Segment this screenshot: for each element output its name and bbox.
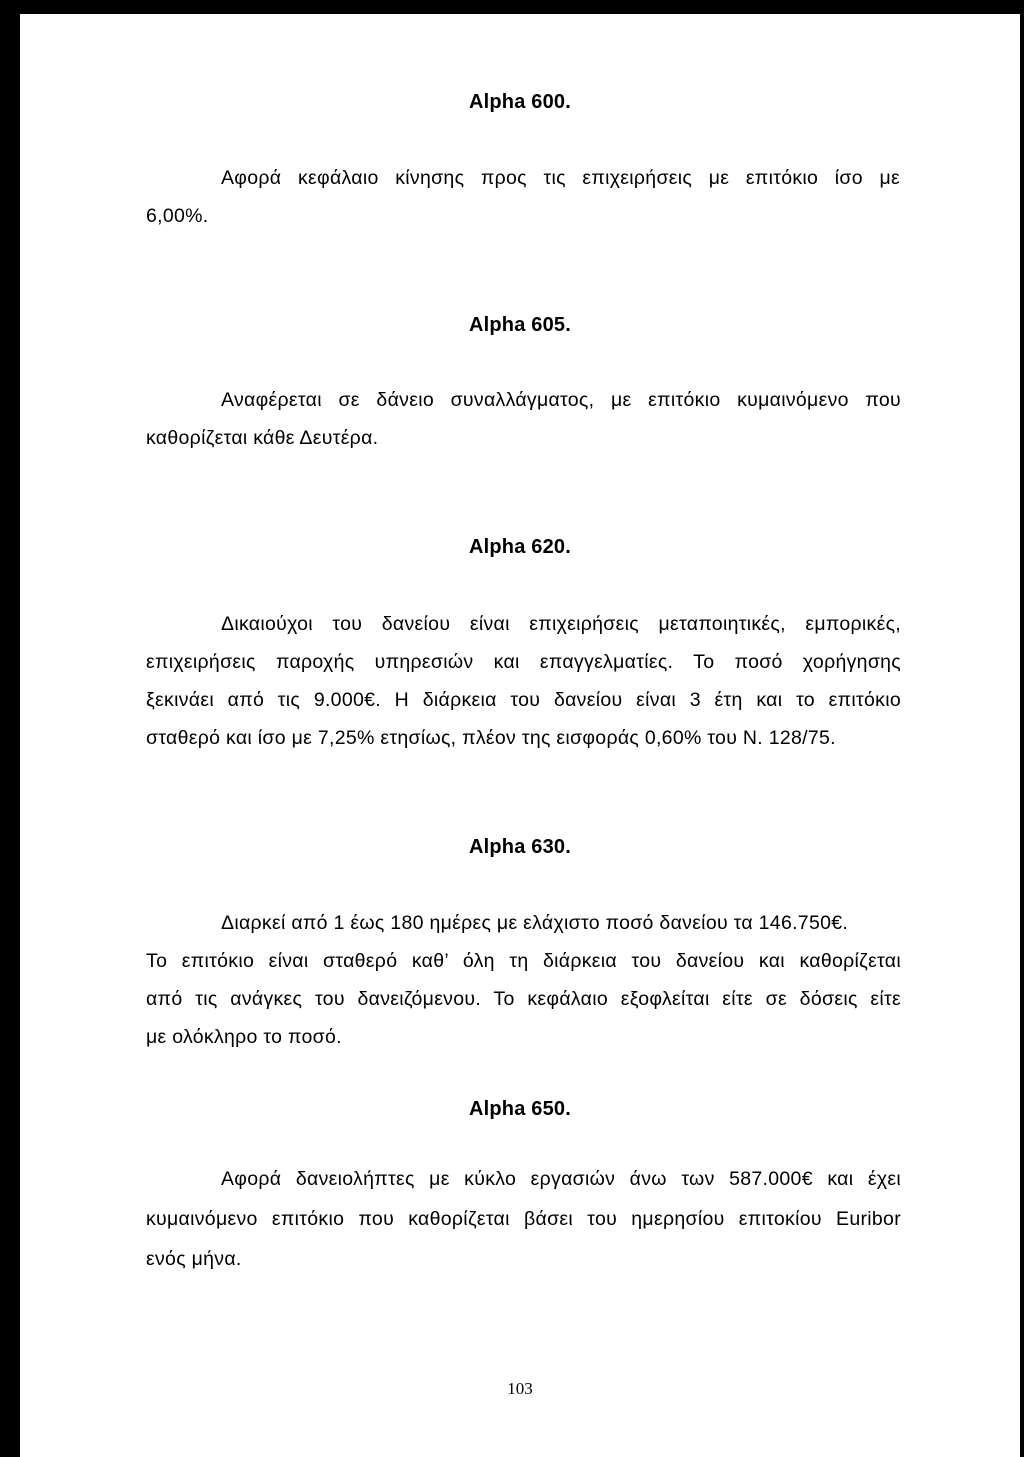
section-alpha-605-line-2: καθορίζεται κάθε Δευτέρα. [146,427,379,449]
section-alpha-620-line-3: ξεκινάει από τις 9.000€. Η διάρκεια του δανείου είναι 3 έτη και το επιτόκιο [146,689,901,711]
section-alpha-620-line-1: Δικαιούχοι του δανείου είναι επιχειρήσεις μεταποιητικές, εμπορικές, [221,613,901,635]
section-heading-alpha-650: Alpha 650. [468,1098,572,1120]
section-alpha-630-line-1: Διαρκεί από 1 έως 180 ημέρες με ελάχιστο ποσό δανείου τα 146.750€. [221,912,849,934]
page-number: 103 [507,1379,533,1398]
section-alpha-630-line-2: Το επιτόκιο είναι σταθερό καθ’ όλη τη διάρκεια του δανείου και καθορίζεται [146,950,901,972]
section-heading-alpha-630: Alpha 630. [468,836,572,858]
section-alpha-600-line-1: Αφορά κεφάλαιο κίνησης προς τις επιχειρήσεις με επιτόκιο ίσο με [221,167,900,189]
section-alpha-605-line-1: Αναφέρεται σε δάνειο συναλλάγματος, με επιτόκιο κυμαινόμενο που [221,389,901,411]
section-alpha-620-line-2: επιχειρήσεις παροχής υπηρεσιών και επαγγελματίες. Το ποσό χορήγησης [146,651,901,673]
section-alpha-620-line-4: σταθερό και ίσο με 7,25% ετησίως, πλέον της εισφοράς 0,60% του Ν. 128/75. [146,727,836,749]
section-heading-alpha-605: Alpha 605. [468,314,572,336]
section-alpha-650-line-1: Αφορά δανειολήπτες με κύκλο εργασιών άνω των 587.000€ και έχει [221,1168,901,1190]
section-alpha-630-line-3: από τις ανάγκες του δανειζόμενου. Το κεφάλαιο εξοφλείται είτε σε δόσεις είτε [146,988,901,1010]
section-heading-alpha-600: Alpha 600. [468,91,572,113]
section-alpha-630-line-4: με ολόκληρο το ποσό. [146,1026,342,1048]
section-alpha-600-line-2: 6,00%. [146,205,209,227]
section-alpha-650-line-3: ενός μήνα. [146,1248,242,1270]
section-heading-alpha-620: Alpha 620. [468,536,572,558]
section-alpha-650-line-2: κυμαινόμενο επιτόκιο που καθορίζεται βάσει του ημερησίου επιτοκίου Euribor [146,1208,901,1230]
document-page [20,14,1020,1457]
